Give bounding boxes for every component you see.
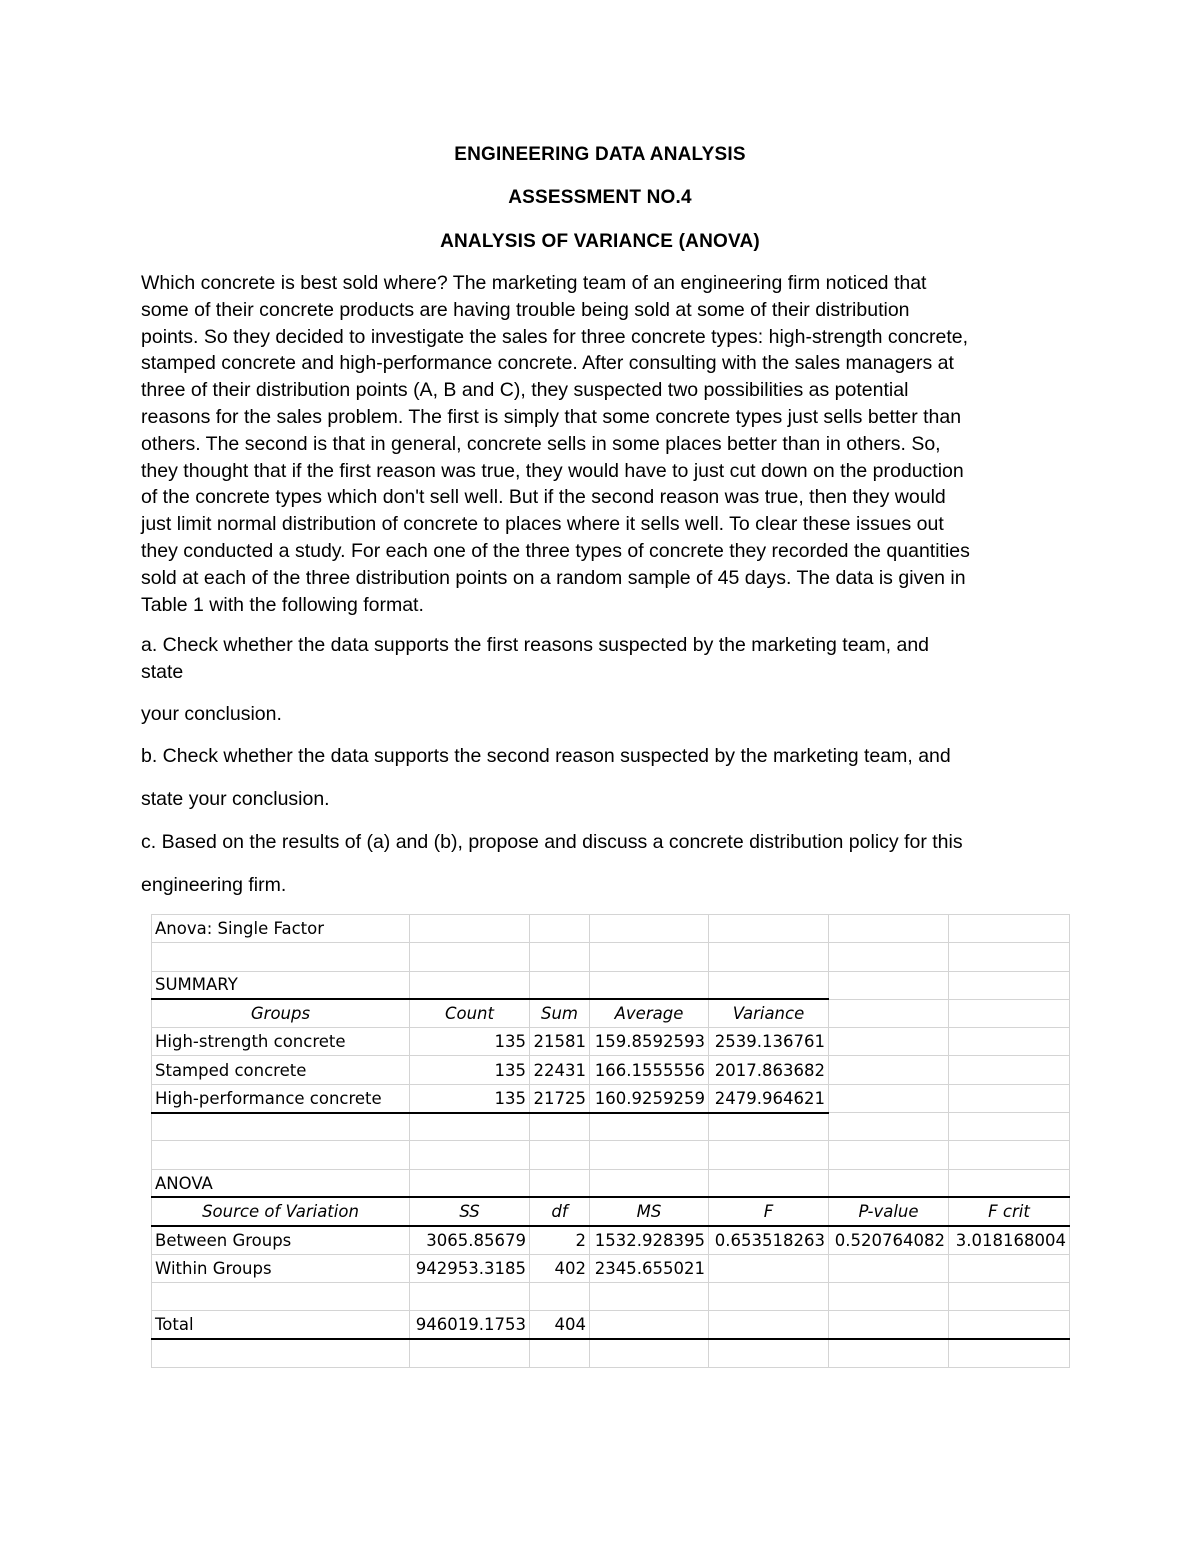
topic-title: ANALYSIS OF VARIANCE (ANOVA) xyxy=(440,231,760,252)
anova-spreadsheet xyxy=(151,914,1070,1368)
anova-header-row xyxy=(152,1197,1070,1225)
ss-value: 942953.3185 xyxy=(410,1254,530,1282)
f-crit-value: 3.018168004 xyxy=(949,1226,1070,1254)
anova-header: F xyxy=(709,1197,829,1225)
paragraph-line: Which concrete is best sold where? The marketing team of an engineering firm noticed that xyxy=(141,272,927,294)
question-a-conclusion: your conclusion. xyxy=(141,703,282,725)
source-name: Between Groups xyxy=(152,1226,410,1254)
group-variance: 2017.863682 xyxy=(709,1056,829,1084)
question-c-cont: engineering firm. xyxy=(141,874,287,896)
paragraph-line: they thought that if the first reason was true, they would have to just cut down on the production xyxy=(141,459,964,482)
ms-value: 2345.655021 xyxy=(590,1254,709,1282)
table-row xyxy=(152,1311,1070,1339)
paragraph-line: just limit normal distribution of concrete to places where it sells well. To clear these issues out xyxy=(141,513,944,536)
group-count: 135 xyxy=(410,1028,530,1056)
paragraph-line: others. The second is that in general, concrete sells in some places better than in others. So, xyxy=(141,432,941,455)
source-name: Within Groups xyxy=(152,1254,410,1282)
summary-header-row xyxy=(152,999,1070,1027)
anova-header: Source of Variation xyxy=(152,1197,410,1225)
summary-header: Average xyxy=(590,999,709,1027)
paragraph-line: of the concrete types which don't sell well. But if the second reason was true, then they would xyxy=(141,486,946,509)
group-average: 160.9259259 xyxy=(590,1084,709,1112)
paragraph-line: they conducted a study. For each one of the three types of concrete they recorded the quantities xyxy=(141,539,970,562)
table-row xyxy=(152,1226,1070,1254)
summary-label: SUMMARY xyxy=(152,971,410,999)
assessment-title: ASSESSMENT NO.4 xyxy=(508,187,692,208)
table-row xyxy=(152,1084,1070,1112)
group-name: Stamped concrete xyxy=(152,1056,410,1084)
ms-value: 1532.928395 xyxy=(590,1226,709,1254)
ss-value: 946019.1753 xyxy=(410,1311,530,1339)
df-value: 2 xyxy=(530,1226,590,1254)
paragraph-line: some of their concrete products are having trouble being sold at some of their distribution xyxy=(141,298,910,321)
group-variance: 2539.136761 xyxy=(709,1028,829,1056)
f-value: 0.653518263 xyxy=(709,1226,829,1254)
problem-statement xyxy=(141,270,1071,618)
paragraph-line: sold at each of the three distribution points on a random sample of 45 days. The data is given in xyxy=(141,566,966,589)
df-value: 402 xyxy=(530,1254,590,1282)
summary-header: Variance xyxy=(709,999,829,1027)
anova-header: P-value xyxy=(829,1197,949,1225)
summary-header: Sum xyxy=(530,999,590,1027)
group-sum: 21581 xyxy=(530,1028,590,1056)
table-row xyxy=(152,1028,1070,1056)
paragraph-line: reasons for the sales problem. The first is simply that some concrete types just sells better than xyxy=(141,405,962,428)
question-b-conclusion: state your conclusion. xyxy=(141,788,330,810)
table-title: Anova: Single Factor xyxy=(152,915,410,943)
question-c: c. Based on the results of (a) and (b), propose and discuss a concrete distribution policy for this xyxy=(141,831,963,853)
group-name: High-performance concrete xyxy=(152,1084,410,1112)
table-row xyxy=(152,1254,1070,1282)
paragraph-line: three of their distribution points (A, B and C), they suspected two possibilities as potential xyxy=(141,379,909,402)
anova-label: ANOVA xyxy=(152,1169,410,1197)
group-count: 135 xyxy=(410,1056,530,1084)
group-name: High-strength concrete xyxy=(152,1028,410,1056)
anova-header: SS xyxy=(410,1197,530,1225)
summary-header: Count xyxy=(410,999,530,1027)
df-value: 404 xyxy=(530,1311,590,1339)
anova-header: df xyxy=(530,1197,590,1225)
paragraph-line: stamped concrete and high-performance concrete. After consulting with the sales managers at xyxy=(141,352,954,375)
source-name: Total xyxy=(152,1311,410,1339)
p-value: 0.520764082 xyxy=(829,1226,949,1254)
group-count: 135 xyxy=(410,1084,530,1112)
group-average: 166.1555556 xyxy=(590,1056,709,1084)
question-b: b. Check whether the data supports the second reason suspected by the marketing team, and xyxy=(141,745,951,767)
group-sum: 22431 xyxy=(530,1056,590,1084)
group-variance: 2479.964621 xyxy=(709,1084,829,1112)
group-average: 159.8592593 xyxy=(590,1028,709,1056)
paragraph-line: points. So they decided to investigate the sales for three concrete types: high-strength concrete, xyxy=(141,325,969,348)
anova-header: MS xyxy=(590,1197,709,1225)
course-title: ENGINEERING DATA ANALYSIS xyxy=(454,144,746,165)
anova-header: F crit xyxy=(949,1197,1070,1225)
group-sum: 21725 xyxy=(530,1084,590,1112)
summary-header: Groups xyxy=(152,999,410,1027)
paragraph-line: Table 1 with the following format. xyxy=(141,593,424,616)
question-a-cont: state xyxy=(141,661,184,683)
question-a: a. Check whether the data supports the first reasons suspected by the marketing team, and xyxy=(141,634,930,656)
table-row xyxy=(152,1056,1070,1084)
ss-value: 3065.85679 xyxy=(410,1226,530,1254)
